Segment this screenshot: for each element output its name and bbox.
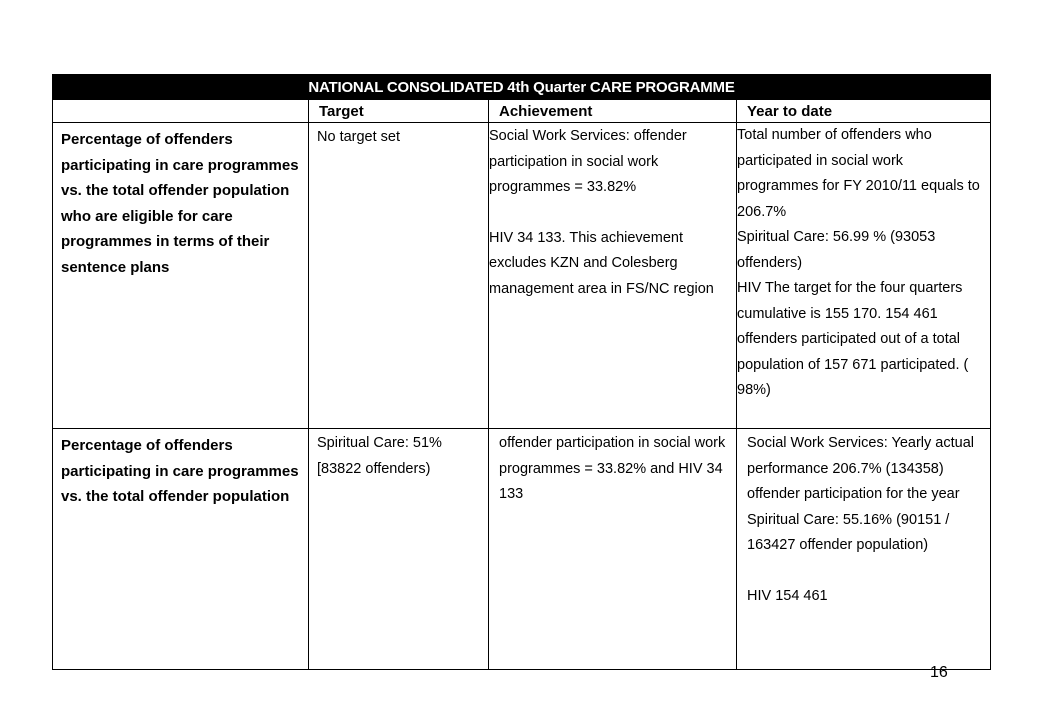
row-target: Spiritual Care: 51% [83822 offenders) <box>309 429 489 670</box>
year-to-date-line: Total number of offenders who participated in social work programmes for FY 2010/11 equals to 206.7% <box>737 127 980 220</box>
row-year-to-date <box>737 123 991 429</box>
year-to-date-line: HIV 154 461 <box>747 587 828 604</box>
header-target: Target <box>309 100 489 123</box>
achievement-line: HIV 34 133. This achievement excludes KZN and Colesberg management area in FS/NC region <box>489 229 714 297</box>
achievement-line: Social Work Services: offender participation in social work programmes = 33.82% <box>489 128 687 195</box>
table-row <box>53 429 991 670</box>
year-to-date-line: HIV The target for the four quarters cumulative is 155 170. 154 461 offenders participated out of a total population of 157 671 participated. ( 98%) <box>737 280 969 398</box>
header-blank <box>53 100 309 123</box>
row-indicator: Percentage of offenders participating in care programmes vs. the total offender population who are eligible for care programmes in terms of their sentence plans <box>53 123 309 429</box>
table-title: NATIONAL CONSOLIDATED 4th Quarter CARE PROGRAMME <box>53 75 991 100</box>
table-title-row <box>53 75 991 100</box>
table-row <box>53 123 991 429</box>
year-to-date-line: Spiritual Care: 55.16% (90151 / 163427 offender population) <box>747 511 950 553</box>
row-target: No target set <box>309 123 489 429</box>
row-achievement <box>489 123 737 429</box>
header-year-to-date: Year to date <box>737 100 991 123</box>
header-achievement: Achievement <box>489 100 737 123</box>
row-year-to-date <box>737 429 991 670</box>
year-to-date-line: Social Work Services: Yearly actual performance 206.7% (134358) offender participation for the year <box>747 435 975 502</box>
care-programme-table <box>52 74 991 670</box>
row-indicator: Percentage of offenders participating in care programmes vs. the total offender population <box>53 429 309 670</box>
page-number: 16 <box>930 664 948 681</box>
table-header-row <box>53 100 991 123</box>
year-to-date-line: Spiritual Care: 56.99 % (93053 offenders) <box>737 229 936 271</box>
row-achievement: offender participation in social work programmes = 33.82% and HIV 34 133 <box>489 429 737 670</box>
